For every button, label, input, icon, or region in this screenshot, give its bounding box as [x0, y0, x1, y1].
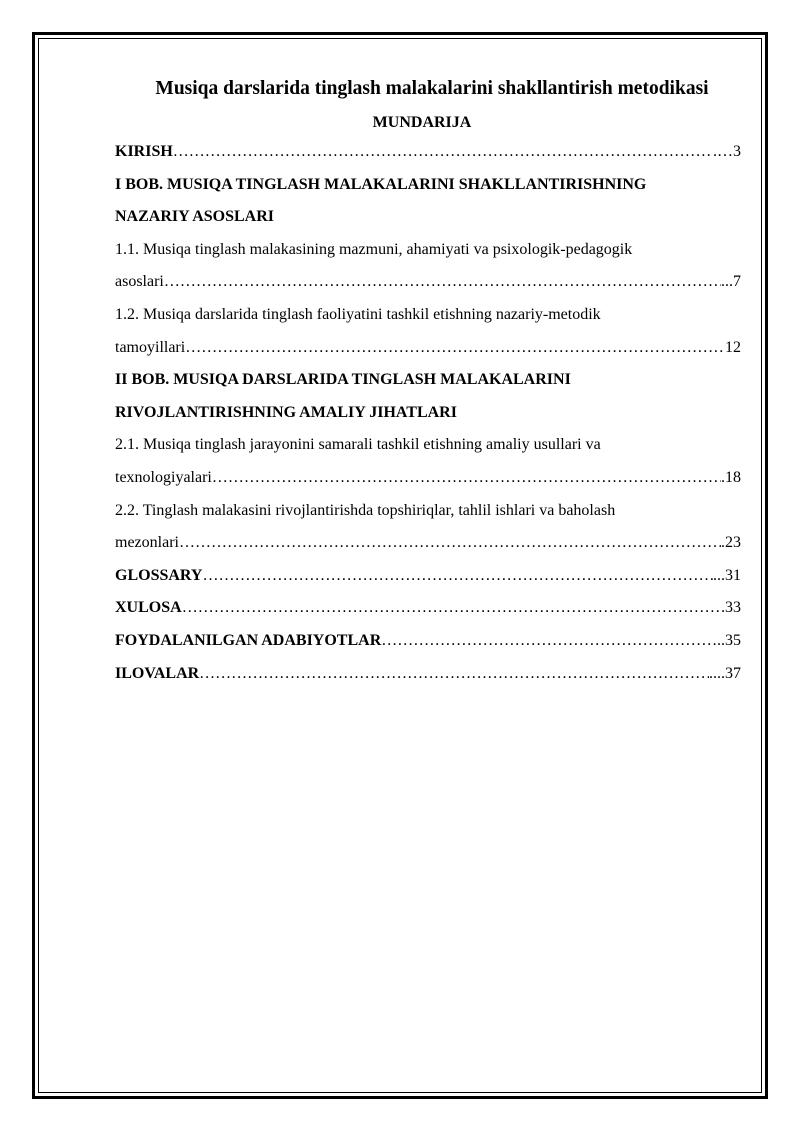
toc-page-suffix: . — [721, 468, 725, 486]
toc-section-1-1-line-2[interactable] — [115, 266, 741, 299]
toc-page-number: 37 — [725, 664, 741, 682]
toc-chapter-heading-2-line-1[interactable]: II BOB. MUSIQA DARSLARIDA TINGLASH MALAKALARINI — [115, 371, 571, 389]
document-title: Musiqa darslarida tinglash malakalarini shakllantirish metodikasi — [155, 78, 709, 99]
toc-section-2-1-line-2[interactable] — [115, 462, 741, 495]
toc-entry-label: KIRISH — [115, 143, 173, 160]
toc-page-suffix: .. — [717, 631, 725, 649]
toc-section-2-2-line-2[interactable] — [115, 527, 741, 560]
toc-entry-kirish[interactable] — [115, 136, 741, 169]
toc-page-number: 35 — [725, 631, 741, 649]
toc-leader-dots — [212, 462, 721, 495]
toc-section-1-1-line-1[interactable]: 1.1. Musiqa tinglash malakasining mazmuni, ahamiyati va psixologik-pedagogik — [115, 240, 633, 258]
toc-page-suffix: . — [721, 534, 725, 552]
toc-page-suffix: .... — [709, 664, 725, 682]
toc-leader-dots — [381, 625, 717, 658]
toc-leader-dots — [199, 658, 709, 691]
toc-section-2-2-line-1[interactable]: 2.2. Tinglash malakasini rivojlantirishda topshiriqlar, tahlil ishlari va baholash — [115, 501, 616, 519]
toc-entry-glossary[interactable] — [115, 560, 741, 593]
toc-section-1-2-line-1[interactable]: 1.2. Musiqa darslarida tinglash faoliyatini tashkil etishning nazariy-metodik — [115, 305, 601, 323]
toc-leader-dots — [185, 332, 725, 365]
toc-chapter-heading-2-line-2[interactable]: RIVOJLANTIRISHNING AMALIY JIHATLARI — [115, 403, 457, 421]
toc-leader-dots — [202, 560, 713, 593]
toc-page-number: 33 — [725, 599, 741, 617]
toc-entry-label: FOYDALANILGAN ADABIYOTLAR — [115, 631, 382, 649]
toc-page-suffix: ... — [721, 273, 733, 291]
document-body — [115, 72, 741, 690]
toc-page-number: 18 — [725, 468, 741, 486]
toc-page-number: 12 — [725, 338, 741, 356]
toc-entry-xulosa[interactable] — [115, 592, 741, 625]
toc-entry-label: GLOSSARY — [115, 566, 203, 584]
toc-leader-dots — [179, 527, 721, 560]
toc-entry-label: ILOVALAR — [115, 664, 200, 682]
toc-entry-label: asoslari — [115, 273, 164, 291]
toc-leader-dots — [173, 136, 713, 169]
toc-entry-label: texnologiyalari — [115, 468, 212, 486]
table-of-contents — [115, 136, 741, 690]
toc-section-2-1-line-1[interactable]: 2.1. Musiqa tinglash jarayonini samarali tashkil etishning amaliy usullari va — [115, 436, 601, 454]
toc-page-number: 3 — [733, 143, 741, 160]
toc-page-number: 23 — [725, 534, 741, 552]
toc-entry-label: mezonlari — [115, 534, 179, 552]
toc-entry-label: tamoyillari — [115, 338, 186, 356]
toc-page-number: 7 — [733, 273, 741, 291]
toc-page-suffix: .… — [713, 143, 733, 160]
toc-entry-label: XULOSA — [115, 599, 182, 617]
toc-entry-ilovalar[interactable] — [115, 658, 741, 691]
toc-heading: MUNDARIJA — [372, 114, 472, 131]
toc-chapter-heading-1-line-2[interactable]: NAZARIY ASOSLARI — [115, 208, 274, 226]
toc-entry-adabiyotlar[interactable] — [115, 625, 741, 658]
toc-section-1-2-line-2[interactable] — [115, 332, 741, 365]
toc-page-number: 31 — [725, 566, 741, 584]
toc-leader-dots — [182, 592, 725, 625]
toc-chapter-heading-1-line-1[interactable]: I BOB. MUSIQA TINGLASH MALAKALARINI SHAKLLANTIRISHNING — [115, 175, 647, 193]
toc-leader-dots — [164, 266, 721, 299]
toc-page-suffix: ... — [713, 566, 725, 584]
